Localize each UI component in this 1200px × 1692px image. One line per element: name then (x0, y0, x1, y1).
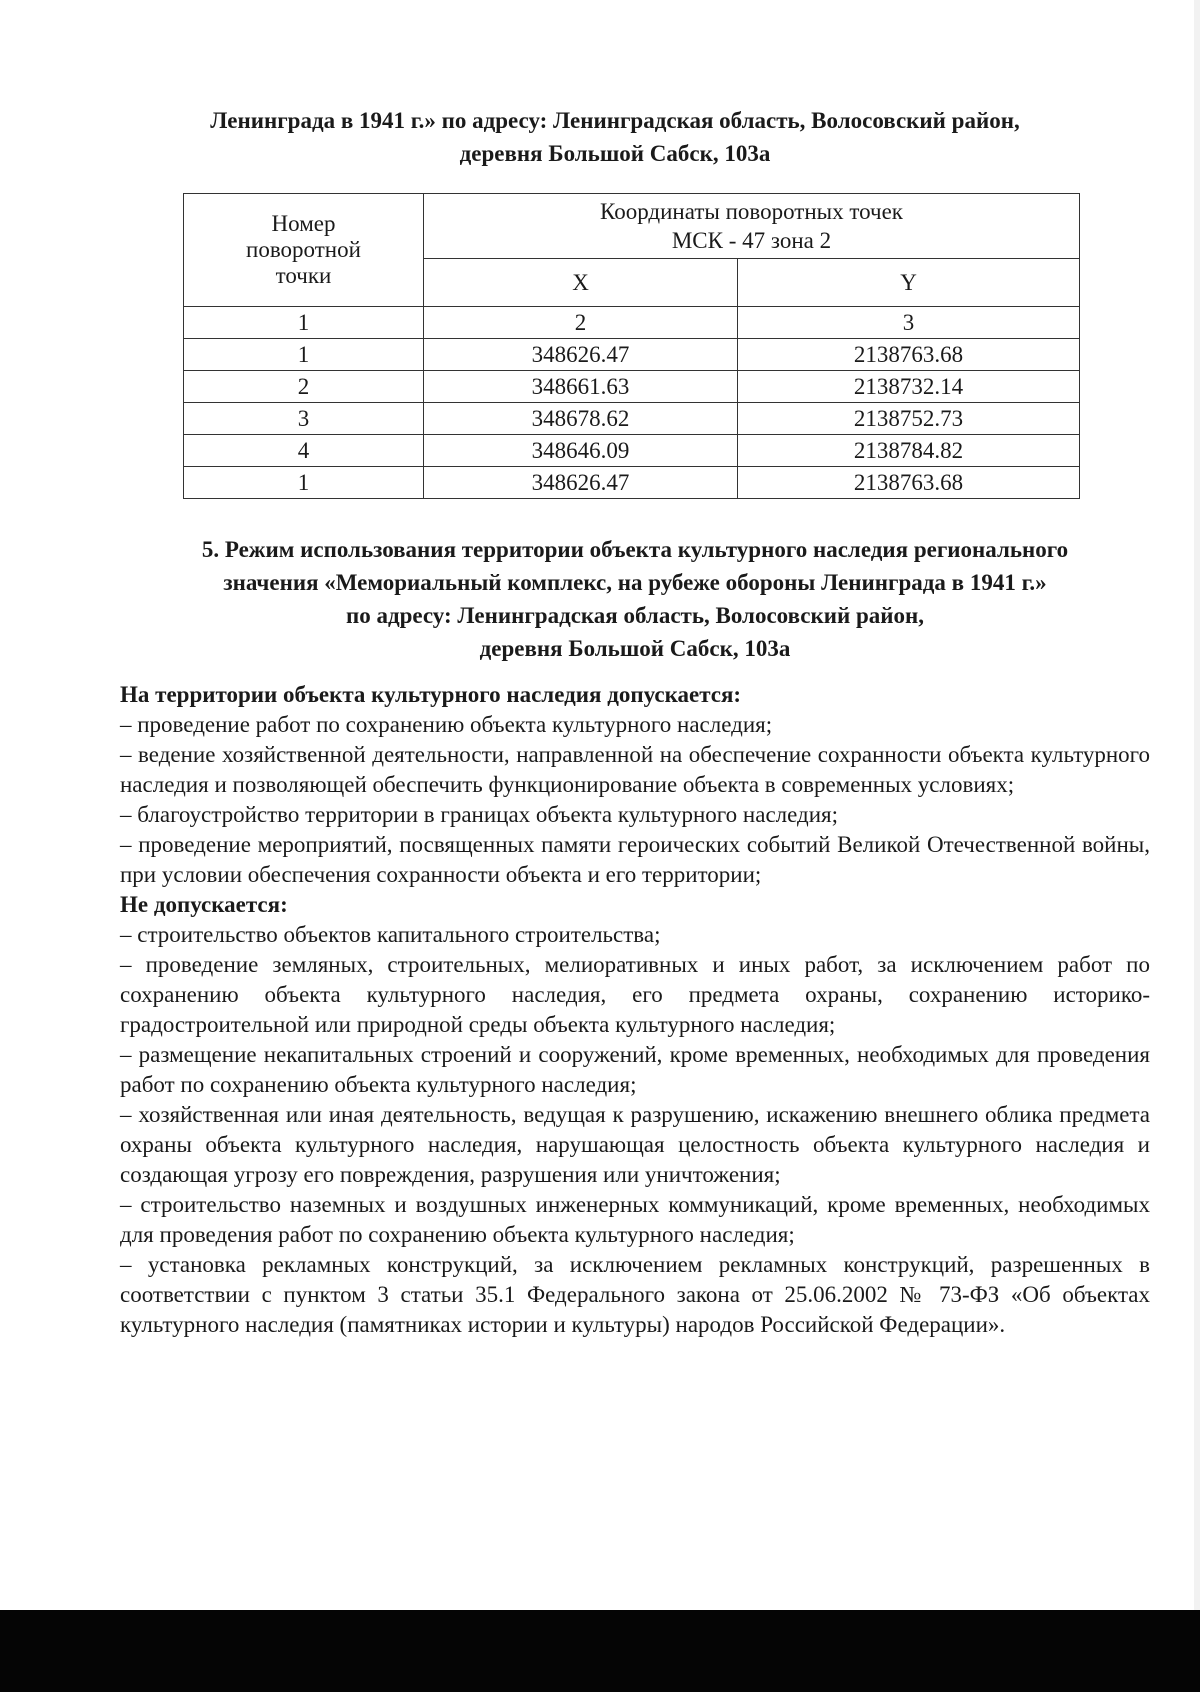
table-cell: 348661.63 (424, 371, 738, 403)
table-cell: 2138752.73 (738, 403, 1080, 435)
section-5-body (120, 680, 1150, 1340)
coordinates-header: Координаты поворотных точек МСК - 47 зона 2 (424, 194, 1080, 259)
table-cell: 2138763.68 (738, 339, 1080, 371)
prohibited-item: – проведение земляных, строительных, мелиоративных и иных работ, за исключением работ по сохранению объекта культурного наследия, его предмета охраны, сохранению историко-градостроительной или природной среды объекта культурного наследия; (120, 952, 1150, 1037)
table-cell: 2138784.82 (738, 435, 1080, 467)
table-row (184, 435, 1080, 467)
prohibited-item: – строительство наземных и воздушных инженерных коммуникаций, кроме временных, необходимых для проведения работ по сохранению объекта культурного наследия; (120, 1192, 1150, 1247)
table-row (184, 339, 1080, 371)
table-cell: 348626.47 (424, 467, 738, 499)
allowed-item: – ведение хозяйственной деятельности, направленной на обеспечение сохранности объекта культурного наследия и позволяющей обеспечить функционирование объекта в современных условиях; (120, 742, 1150, 797)
table-cell: 348678.62 (424, 403, 738, 435)
prohibited-heading: Не допускается: (120, 892, 288, 917)
allowed-item: – благоустройство территории в границах объекта культурного наследия; (120, 802, 839, 827)
scan-edge (1194, 0, 1200, 1692)
allowed-heading: На территории объекта культурного наследия допускается: (120, 682, 742, 707)
header-line-1: Ленинграда в 1941 г.» по адресу: Ленинградская область, Волосовский район, (210, 108, 1020, 133)
y-header: Y (738, 259, 1080, 307)
scan-bottom-border (0, 1610, 1200, 1692)
table-row (184, 403, 1080, 435)
table-cell: 1 (184, 467, 424, 499)
table-cell: 3 (738, 307, 1080, 339)
table-row (184, 467, 1080, 499)
prohibited-item: – размещение некапитальных строений и сооружений, кроме временных, необходимых для проведения работ по сохранению объекта культурного наследия; (120, 1042, 1150, 1097)
prohibited-item: – строительство объектов капитального строительства; (120, 922, 661, 947)
table-row (184, 371, 1080, 403)
allowed-item: – проведение мероприятий, посвященных памяти героических событий Великой Отечественной войны, при условии обеспечения сохранности объекта и его территории; (120, 832, 1150, 887)
coordinates-table (183, 193, 1080, 499)
table-cell: 2 (184, 371, 424, 403)
table-cell: 1 (184, 339, 424, 371)
section-5-title: 5. Режим использования территории объекта культурного наследия регионального значения «Мемориальный комплекс, на рубеже обороны Ленинграда в 1941 г.» по адресу: Ленинградская область, Волосовский район, деревня Большой Сабск, 103а (201, 537, 1069, 661)
table-cell: 1 (184, 307, 424, 339)
point-number-header: Номер поворотной точки (184, 194, 424, 307)
table-cell: 348646.09 (424, 435, 738, 467)
x-header: X (424, 259, 738, 307)
table-cell: 3 (184, 403, 424, 435)
column-numbers-row (184, 307, 1080, 339)
table-cell: 2138732.14 (738, 371, 1080, 403)
table-cell: 348626.47 (424, 339, 738, 371)
header-line-2: деревня Большой Сабск, 103а (459, 141, 771, 166)
header-title (120, 104, 1110, 170)
prohibited-item: – хозяйственная или иная деятельность, ведущая к разрушению, искажению внешнего облика предмета охраны объекта культурного наследия, нарушающая целостность объекта культурного наследия и создающая угрозу его повреждения, разрушения или уничтожения; (120, 1102, 1150, 1187)
allowed-item: – проведение работ по сохранению объекта культурного наследия; (120, 712, 773, 737)
prohibited-item: – установка рекламных конструкций, за исключением рекламных конструкций, разрешенных в соответствии с пунктом 3 статьи 35.1 Федерального закона от 25.06.2002 № 73-ФЗ «Об объектах культурного наследия (памятниках истории и культуры) народов Российской Федерации». (120, 1252, 1150, 1337)
table-cell: 4 (184, 435, 424, 467)
table-cell: 2 (424, 307, 738, 339)
table-cell: 2138763.68 (738, 467, 1080, 499)
